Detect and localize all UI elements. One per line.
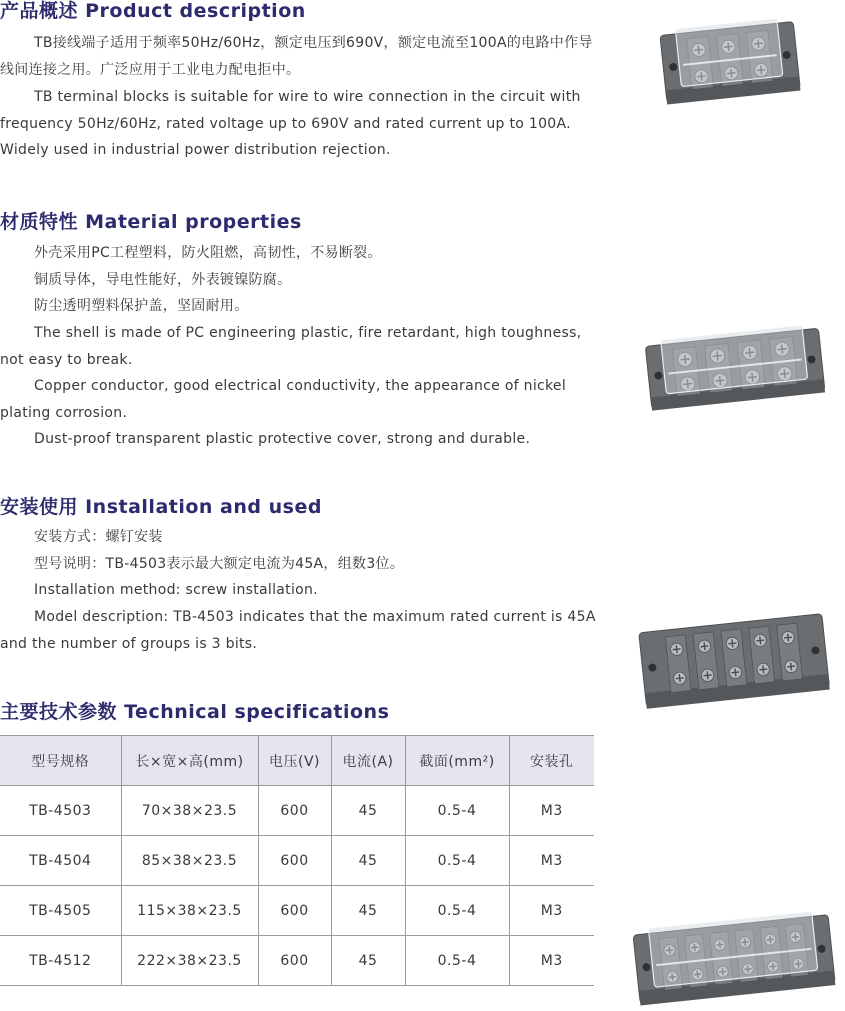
cell-dimensions: 70×38×23.5: [121, 786, 258, 836]
header-current: 电流(A): [331, 736, 405, 786]
material-paragraph-3: 防尘透明塑料保护盖，坚固耐用。: [34, 298, 249, 314]
cell-mounting-hole: M3: [509, 786, 594, 836]
product-paragraph-en: TB terminal blocks is suitable for wire to wire connection in the circuit with frequency 50Hz/60Hz, rated voltage up to 690V and rated current up to 100A. Widely used in industrial power distribution rejection.: [0, 89, 581, 159]
cell-dimensions: 222×38×23.5: [121, 936, 258, 986]
header-mounting-hole: 安装孔: [509, 736, 594, 786]
table-row: [0, 836, 594, 886]
installation-paragraph-1: 安装方式：螺钉安装: [34, 529, 163, 545]
cell-mounting-hole: M3: [509, 886, 594, 936]
material-paragraph-6: Dust-proof transparent plastic protective cover, strong and durable.: [34, 431, 531, 447]
product-paragraph-cn: TB接线端子适用于频率50Hz/60Hz，额定电压到690V，额定电流至100A的电路中作导线间连接之用。广泛应用于工业电力配电拒中。: [0, 35, 593, 78]
spec-table-header-row: [0, 736, 594, 786]
cell-voltage: 600: [258, 836, 331, 886]
installation-paragraph-3: Installation method: screw installation.: [34, 582, 318, 598]
cell-mounting-hole: M3: [509, 936, 594, 986]
header-model: 型号规格: [0, 736, 121, 786]
section-title-installation: 安装使用 Installation and used: [0, 496, 322, 518]
cell-model: TB-4505: [0, 886, 121, 936]
cell-current: 45: [331, 786, 405, 836]
cell-cross-section: 0.5-4: [405, 786, 509, 836]
table-row: [0, 936, 594, 986]
installation-paragraph-2: 型号说明：TB-4503表示最大额定电流为45A，组数3位。: [34, 556, 405, 572]
installation-paragraph-4: Model description: TB-4503 indicates that the maximum rated current is 45A and the number of groups is 3 bits.: [0, 609, 596, 652]
cell-mounting-hole: M3: [509, 836, 594, 886]
section-title-material: 材质特性 Material properties: [0, 211, 302, 233]
section-title-product: 产品概述 Product description: [0, 0, 306, 22]
cell-current: 45: [331, 936, 405, 986]
header-dimensions: 长×宽×高(mm): [121, 736, 258, 786]
terminal-block-4-position-image: [640, 320, 830, 415]
cell-cross-section: 0.5-4: [405, 836, 509, 886]
material-paragraph-1: 外壳采用PC工程塑料，防火阻燃，高韧性，不易断裂。: [34, 245, 382, 261]
cell-voltage: 600: [258, 786, 331, 836]
terminal-block-6-position-image: [628, 906, 840, 1010]
cell-cross-section: 0.5-4: [405, 936, 509, 986]
cell-dimensions: 85×38×23.5: [121, 836, 258, 886]
cell-model: TB-4504: [0, 836, 121, 886]
cell-dimensions: 115×38×23.5: [121, 886, 258, 936]
header-cross-section: 截面(mm²): [405, 736, 509, 786]
cell-voltage: 600: [258, 936, 331, 986]
cell-current: 45: [331, 886, 405, 936]
cell-current: 45: [331, 836, 405, 886]
material-paragraph-4: The shell is made of PC engineering plastic, fire retardant, high toughness, not easy to break.: [0, 325, 582, 368]
cell-model: TB-4512: [0, 936, 121, 986]
transparent-cover: [675, 19, 782, 86]
terminal-block-5-position-image: [634, 603, 834, 715]
table-row: [0, 886, 594, 936]
terminal-block-3-position-image: [655, 10, 805, 112]
section-title-specs: 主要技术参数 Technical specifications: [0, 701, 390, 723]
spec-table: [0, 735, 594, 986]
header-voltage: 电压(V): [258, 736, 331, 786]
cell-model: TB-4503: [0, 786, 121, 836]
material-paragraph-2: 铜质导体，导电性能好，外表镀镍防腐。: [34, 272, 292, 288]
cell-cross-section: 0.5-4: [405, 886, 509, 936]
material-paragraph-5: Copper conductor, good electrical conductivity, the appearance of nickel plating corrosion.: [0, 378, 567, 421]
cell-voltage: 600: [258, 886, 331, 936]
table-row: [0, 786, 594, 836]
